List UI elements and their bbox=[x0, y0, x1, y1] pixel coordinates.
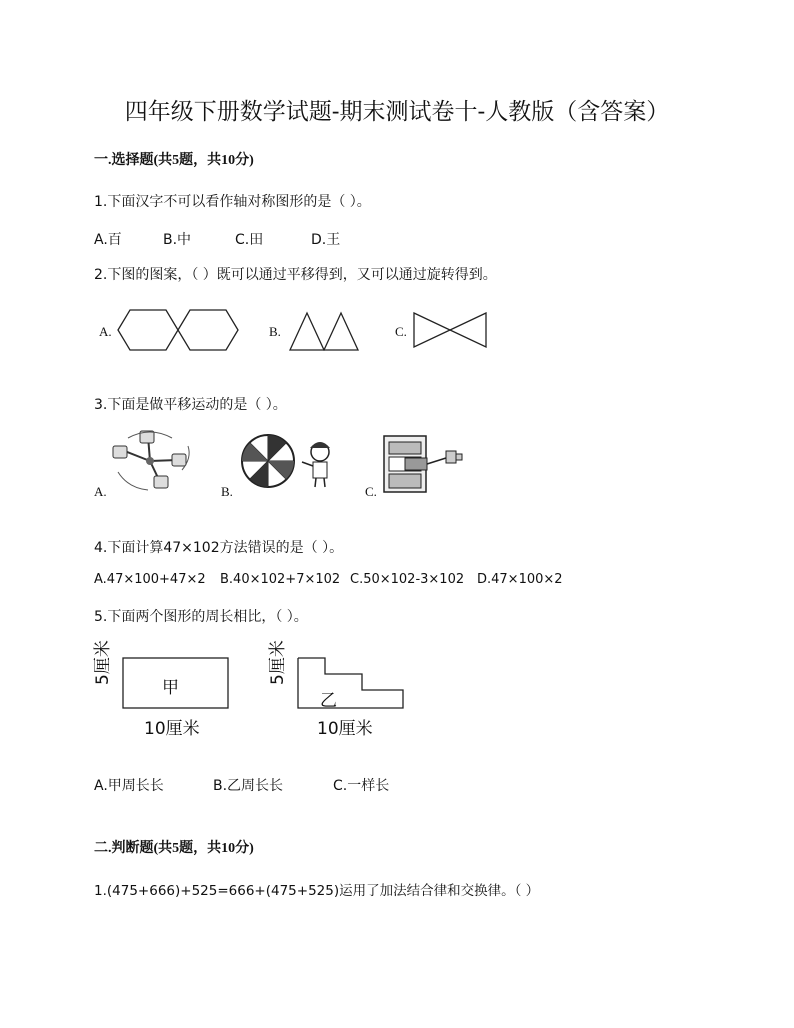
q3-option-c: C. bbox=[365, 484, 377, 499]
question-5: 5.下面两个图形的周长相比，（ ）。 bbox=[94, 609, 308, 625]
q3-figure-drawer-cabinet bbox=[380, 432, 470, 494]
q3-option-a: A. bbox=[94, 484, 107, 499]
q5-fig1-width-label: 10厘米 bbox=[144, 719, 200, 739]
q2-figure-hexagons bbox=[110, 305, 245, 355]
q5-figure-staircase bbox=[270, 652, 410, 714]
q4-option-b: B.40×102+7×102 bbox=[220, 572, 341, 587]
q3-figure-fan-icon bbox=[108, 428, 198, 493]
page-title: 四年级下册数学试题-期末测试卷十-人教版（含答案） bbox=[124, 99, 670, 125]
section-heading-choice: 一.选择题(共5题，共10分) bbox=[94, 153, 254, 168]
q5-fig2-label: 乙 bbox=[320, 691, 337, 711]
question-4: 4.下面计算47×102方法错误的是（ ）。 bbox=[94, 540, 344, 556]
q2-option-a: A. bbox=[99, 324, 112, 339]
q3-option-b: B. bbox=[221, 484, 233, 499]
q2-figure-bowtie bbox=[410, 305, 495, 355]
question-2: 2.下图的图案，（ ）既可以通过平移得到，又可以通过旋转得到。 bbox=[94, 267, 497, 283]
q5-fig2-height-label: 5厘米 bbox=[268, 640, 288, 685]
q5-fig1-label: 甲 bbox=[162, 678, 179, 698]
q5-fig2-width-label: 10厘米 bbox=[317, 719, 373, 739]
q2-option-b: B. bbox=[269, 324, 281, 339]
q2-option-c: C. bbox=[395, 324, 407, 339]
q4-option-a: A.47×100+47×2 bbox=[94, 572, 206, 587]
q5-fig1-height-label: 5厘米 bbox=[93, 640, 113, 685]
q5-option-a: A.甲周长长 bbox=[94, 778, 164, 794]
q4-option-c: C.50×102-3×102 bbox=[350, 572, 465, 587]
q3-figure-wheel-girl bbox=[240, 432, 355, 490]
q5-option-b: B.乙周长长 bbox=[213, 778, 284, 794]
q2-figure-triangles bbox=[285, 305, 365, 355]
q1-option-b: B.中 bbox=[163, 232, 192, 248]
q1-option-a: A.百 bbox=[94, 232, 122, 248]
section-heading-judgement: 二.判断题(共5题，共10分) bbox=[94, 841, 254, 856]
q1-option-c: C.田 bbox=[235, 232, 264, 248]
q1-option-d: D.王 bbox=[311, 232, 341, 248]
question-1: 1.下面汉字不可以看作轴对称图形的是（ ）。 bbox=[94, 194, 371, 210]
judgement-question-1: 1.(475+666)+525=666+(475+525)运用了加法结合律和交换律。（ ） bbox=[94, 883, 540, 899]
question-3: 3.下面是做平移运动的是（ ）。 bbox=[94, 397, 287, 413]
q4-option-d: D.47×100×2 bbox=[477, 572, 563, 587]
q5-option-c: C.一样长 bbox=[333, 778, 390, 794]
